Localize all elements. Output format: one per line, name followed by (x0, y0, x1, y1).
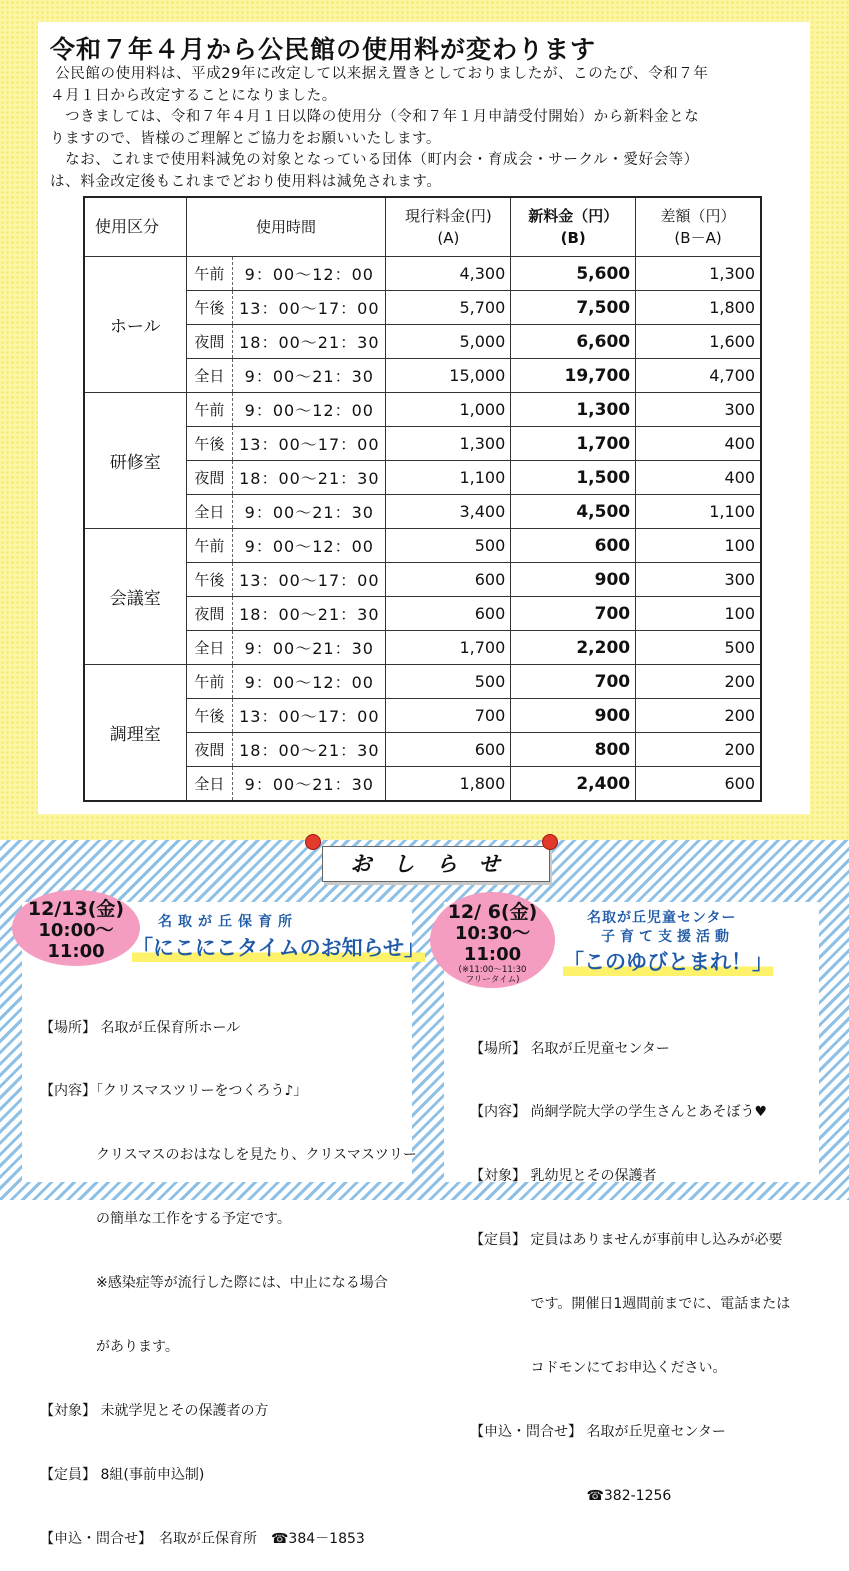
new-fee: 800 (511, 733, 636, 767)
fee-difference: 500 (636, 631, 761, 665)
fee-difference: 600 (636, 767, 761, 802)
new-fee: 6,600 (511, 325, 636, 359)
current-fee: 600 (386, 563, 511, 597)
current-fee: 700 (386, 699, 511, 733)
current-fee: 1,800 (386, 767, 511, 802)
organizer-subtitle: 子育て支援活動 (601, 929, 734, 945)
table-row (84, 291, 761, 325)
time-slot: 夜間 (186, 733, 233, 767)
time-slot: 夜間 (186, 325, 233, 359)
notice-details (40, 975, 417, 1571)
time-range: 9：00～21：30 (233, 495, 386, 529)
fee-difference: 1,100 (636, 495, 761, 529)
detail-line: 【対象】 乳幼児とその保護者 (470, 1168, 657, 1185)
table-row (84, 631, 761, 665)
detail-line: 【場所】 名取が丘保育所ホール (40, 1019, 241, 1036)
intro-line: 公民館の使用料は、平成29年に改定して以来据え置きとしておりましたが、このたび、令和７年 (50, 66, 709, 82)
detail-line: 【内容】 尚絅学院大学の学生さんとあそぼう♥ (470, 1104, 767, 1121)
time-slot: 午前 (186, 665, 233, 699)
fee-difference: 1,800 (636, 291, 761, 325)
table-row (84, 325, 761, 359)
time-slot: 午後 (186, 291, 233, 325)
time-slot: 全日 (186, 359, 233, 393)
header-diff-label: 差額（円） (660, 207, 736, 225)
time-range: 13：00～17：00 (233, 427, 386, 461)
intro-line: つきましては、令和７年４月１日以降の使用分（令和７年１月申請受付開始）から新料金とな (50, 109, 700, 125)
detail-line: の簡単な工作をする予定です。 (40, 1211, 291, 1228)
header-new-label: 新料金（円） (528, 207, 619, 225)
intro-line: なお、これまで使用料減免の対象となっている団体（町内会・育成会・サークル・愛好会等） (50, 152, 699, 168)
intro-line: は、料金改定後もこれまでどおり使用料は減免されます。 (50, 173, 442, 190)
detail-line: クリスマスのおはなしを見たり、クリスマスツリー (40, 1147, 417, 1164)
time-slot: 午後 (186, 699, 233, 733)
page-title: 令和７年４月から公民館の使用料が変わります (50, 35, 597, 64)
header-diff-sub: (B－A) (674, 229, 722, 247)
fee-difference: 1,300 (636, 257, 761, 291)
header-new-sub: (B) (560, 229, 586, 247)
notice-details (470, 996, 790, 1528)
time-slot: 午前 (186, 257, 233, 291)
detail-line: 【場所】 名取が丘児童センター (470, 1040, 670, 1057)
detail-line: ※感染症等が流行した際には、中止になる場合 (40, 1275, 388, 1292)
time-slot: 夜間 (186, 461, 233, 495)
current-fee: 5,700 (386, 291, 511, 325)
fee-difference: 4,700 (636, 359, 761, 393)
room-category: 研修室 (84, 393, 186, 529)
current-fee: 5,000 (386, 325, 511, 359)
notice-header: おしらせ (322, 846, 550, 882)
time-range: 9：00～12：00 (233, 393, 386, 427)
current-fee: 500 (386, 529, 511, 563)
new-fee: 2,200 (511, 631, 636, 665)
table-row (84, 257, 761, 291)
current-fee: 600 (386, 597, 511, 631)
detail-line: 【申込・問合せ】 名取が丘保育所 ☎384－1853 (40, 1530, 365, 1547)
time-range: 18：00～21：30 (233, 733, 386, 767)
fee-difference: 200 (636, 733, 761, 767)
intro-text (50, 64, 810, 193)
new-fee: 1,700 (511, 427, 636, 461)
badge-date: 12/13(金) (27, 898, 125, 920)
new-fee: 700 (511, 597, 636, 631)
fee-difference: 100 (636, 529, 761, 563)
detail-line: コドモンにてお申込ください。 (470, 1360, 727, 1377)
time-range: 9：00～21：30 (233, 359, 386, 393)
new-fee: 900 (511, 699, 636, 733)
time-slot: 全日 (186, 767, 233, 802)
fee-difference: 300 (636, 393, 761, 427)
detail-line: 【定員】 定員はありませんが事前申し込みが必要 (470, 1232, 783, 1249)
fee-difference: 1,600 (636, 325, 761, 359)
time-slot: 午後 (186, 427, 233, 461)
table-row (84, 597, 761, 631)
table-row (84, 767, 761, 802)
table-row (84, 461, 761, 495)
time-slot: 全日 (186, 631, 233, 665)
intro-line: ４月１日から改定することになりました。 (50, 87, 337, 104)
fee-table-header-row (84, 197, 761, 257)
badge-time-end: 11:00 (463, 944, 522, 965)
new-fee: 19,700 (511, 359, 636, 393)
detail-line: 【申込・問合せ】 名取が丘児童センター (470, 1423, 726, 1440)
header-current (386, 197, 511, 257)
detail-line: があります。 (40, 1339, 179, 1356)
time-range: 13：00～17：00 (233, 563, 386, 597)
current-fee: 3,400 (386, 495, 511, 529)
badge-date: 12/ 6(金) (447, 901, 538, 923)
organizer-name: 名取が丘児童センター (587, 910, 737, 926)
new-fee: 5,600 (511, 257, 636, 291)
current-fee: 500 (386, 665, 511, 699)
badge-note: (※11:00～11:30 (458, 965, 527, 975)
time-slot: 午前 (186, 529, 233, 563)
fee-table (83, 196, 762, 802)
fee-difference: 300 (636, 563, 761, 597)
date-badge (430, 892, 555, 988)
badge-time-start: 10:00～ (38, 920, 114, 941)
time-slot: 午前 (186, 393, 233, 427)
header-new (511, 197, 636, 257)
time-range: 9：00～12：00 (233, 257, 386, 291)
header-category: 使用区分 (84, 197, 186, 257)
table-row (84, 529, 761, 563)
room-category: ホール (84, 257, 186, 393)
time-range: 13：00～17：00 (233, 291, 386, 325)
current-fee: 1,100 (386, 461, 511, 495)
fee-difference: 400 (636, 461, 761, 495)
header-diff (636, 197, 761, 257)
current-fee: 1,000 (386, 393, 511, 427)
table-row (84, 495, 761, 529)
time-range: 13：00～17：00 (233, 699, 386, 733)
table-row (84, 427, 761, 461)
current-fee: 1,700 (386, 631, 511, 665)
new-fee: 600 (511, 529, 636, 563)
time-slot: 全日 (186, 495, 233, 529)
current-fee: 4,300 (386, 257, 511, 291)
detail-line: です。開催日1週間前までに、電話または (470, 1296, 791, 1313)
new-fee: 4,500 (511, 495, 636, 529)
organizer-name: 名取が丘保育所 (158, 914, 298, 930)
event-title: 「にこにこタイムのお知らせ」 (132, 932, 425, 962)
fee-difference: 100 (636, 597, 761, 631)
pushpin-icon (542, 834, 558, 850)
time-range: 9：00～21：30 (233, 631, 386, 665)
time-range: 9：00～12：00 (233, 665, 386, 699)
time-slot: 夜間 (186, 597, 233, 631)
time-range: 18：00～21：30 (233, 461, 386, 495)
new-fee: 1,300 (511, 393, 636, 427)
room-category: 会議室 (84, 529, 186, 665)
table-row (84, 733, 761, 767)
badge-time-start: 10:30～ (454, 923, 531, 944)
time-slot: 午後 (186, 563, 233, 597)
header-current-label: 現行料金(円) (405, 207, 492, 225)
detail-line: 【定員】 8組(事前申込制) (40, 1466, 205, 1483)
header-time: 使用時間 (186, 197, 386, 257)
date-badge (12, 890, 140, 966)
detail-line: 【内容】「クリスマスツリーをつくろう♪」 (40, 1083, 308, 1100)
event-title: 「このゆびとまれ！」 (563, 946, 773, 976)
new-fee: 7,500 (511, 291, 636, 325)
current-fee: 15,000 (386, 359, 511, 393)
fee-difference: 200 (636, 665, 761, 699)
time-range: 18：00～21：30 (233, 325, 386, 359)
new-fee: 700 (511, 665, 636, 699)
pushpin-icon (305, 834, 321, 850)
time-range: 9：00～12：00 (233, 529, 386, 563)
table-row (84, 359, 761, 393)
badge-time-end: 11:00 (47, 941, 105, 962)
intro-line: りますので、皆様のご理解とご協力をお願いいたします。 (50, 130, 442, 147)
header-current-sub: (A) (437, 229, 460, 247)
new-fee: 900 (511, 563, 636, 597)
badge-note: フリータイム) (465, 975, 520, 985)
detail-line: ☎382-1256 (470, 1487, 672, 1504)
fee-difference: 400 (636, 427, 761, 461)
room-category: 調理室 (84, 665, 186, 802)
time-range: 9：00～21：30 (233, 767, 386, 802)
new-fee: 1,500 (511, 461, 636, 495)
table-row (84, 699, 761, 733)
fee-table-body (84, 257, 761, 802)
time-range: 18：00～21：30 (233, 597, 386, 631)
table-row (84, 393, 761, 427)
fee-difference: 200 (636, 699, 761, 733)
detail-line: 【対象】 未就学児とその保護者の方 (40, 1402, 269, 1419)
new-fee: 2,400 (511, 767, 636, 802)
table-row (84, 563, 761, 597)
current-fee: 600 (386, 733, 511, 767)
current-fee: 1,300 (386, 427, 511, 461)
table-row (84, 665, 761, 699)
